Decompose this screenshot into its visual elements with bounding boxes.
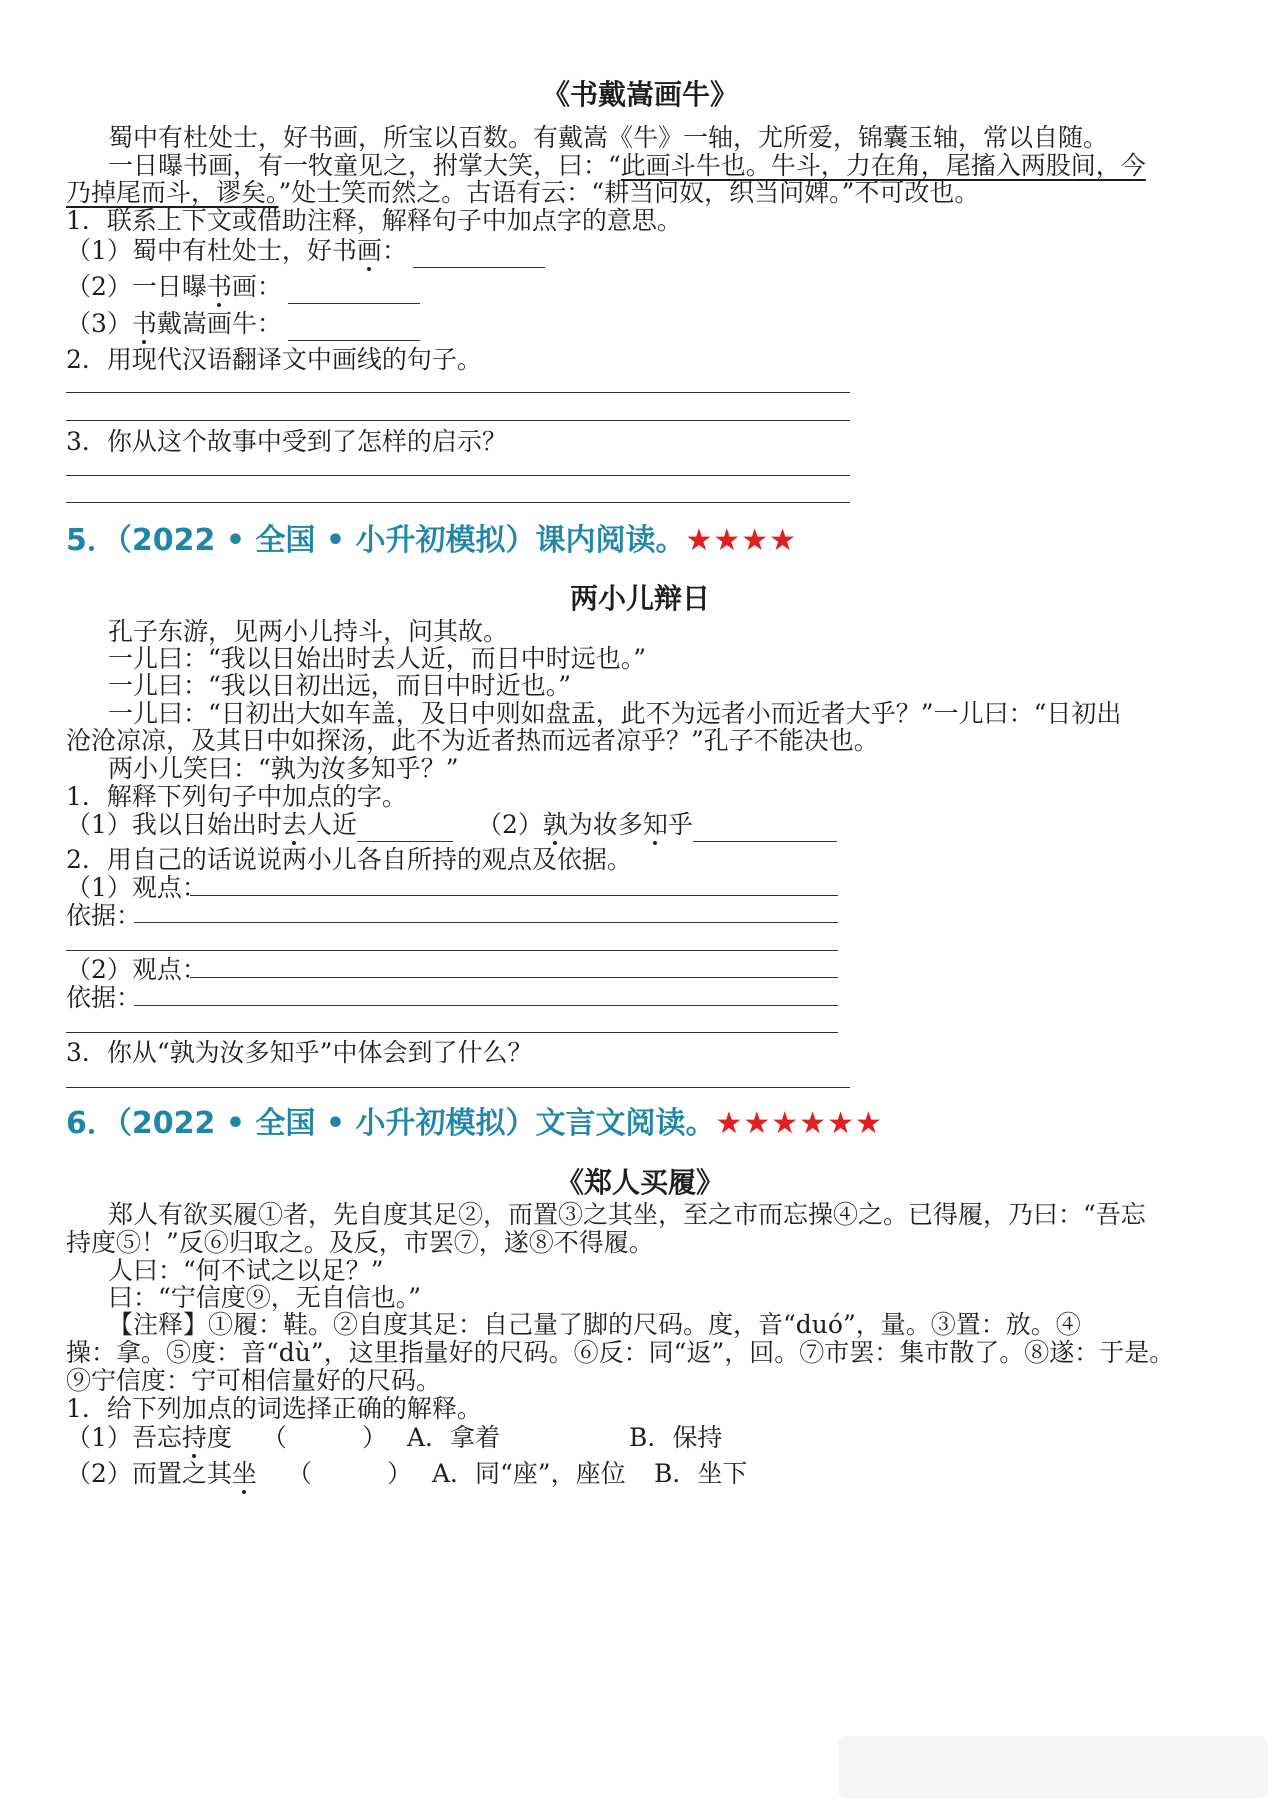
item-text: 度 (206, 1423, 232, 1452)
dotted-char: 书 (131, 309, 157, 338)
annotation-line: ⑨宁信度：宁可相信量好的尺码。 (66, 1366, 442, 1395)
answer-line[interactable] (66, 950, 838, 951)
dotted-char: 坐 (231, 1459, 257, 1488)
question-1: 1．联系上下文或借助注释，解释句子中加点字的意思。 (66, 206, 682, 235)
annotation-line: 操：拿。⑤度：音“dù”，这里指量好的尺码。⑥反：同“返”，回。⑦市罢：集市散了。⑧遂：于是。 (66, 1338, 1175, 1367)
dotted-char: 画 (356, 236, 382, 265)
section-6-heading (66, 1105, 883, 1143)
question-1-items (66, 808, 837, 842)
item-text: （1）吾忘 (66, 1423, 182, 1452)
passage-paragraph: 蜀中有杜处士，好书画，所宝以百数。有戴嵩《牛》一轴，尤所爱，锦囊玉轴，常以自随。 (108, 123, 1109, 152)
question-1-item-1 (66, 234, 545, 268)
section-heading-text: 5．（2022 • 全国 • 小升初模拟）课内阅读。 (66, 523, 686, 558)
question-3: 3．你从这个故事中受到了怎样的启示？ (66, 427, 507, 456)
answer-line[interactable] (66, 502, 850, 503)
answer-line[interactable] (190, 895, 838, 896)
option-b: B．保持 (628, 1423, 723, 1452)
answer-line[interactable] (66, 1032, 838, 1033)
basis-2-label: 依据： (66, 983, 142, 1012)
answer-blank[interactable] (288, 314, 420, 341)
item-text: 画： (231, 272, 282, 301)
item-text: （2）而置之其 (66, 1459, 232, 1488)
passage-line: 曰：“宁信度⑨，无自信也。” (108, 1283, 422, 1312)
item-text: （3） (66, 309, 132, 338)
underlined-sentence: 此画斗牛也。牛斗，力在角，尾搐入两股间，今 (620, 151, 1146, 180)
passage-line: 孔子东游，见两小儿持斗，问其故。 (108, 617, 509, 646)
answer-line[interactable] (134, 922, 838, 923)
option-a: A．拿着 (406, 1423, 501, 1452)
answer-line[interactable] (66, 475, 850, 476)
passage-line: 人曰：“何不试之以足？” (108, 1256, 384, 1285)
dotted-char: 持 (181, 1423, 207, 1452)
viewpoint-1-label: （1）观点： (66, 873, 207, 902)
question-1-item-2 (66, 270, 420, 304)
passage-title: 《书戴嵩画牛》 (541, 78, 738, 111)
option-a: A．同“座”，座位 (431, 1459, 626, 1488)
question-1: 1．给下列加点的词选择正确的解释。 (66, 1394, 482, 1423)
answer-line[interactable] (66, 392, 850, 393)
passage-line: 沧沧凉凉，及其日中如探汤，此不为近者热而远者凉乎？”孔子不能决也。 (66, 726, 879, 755)
question-3: 3．你从“孰为汝多知乎”中体会到了什么？ (66, 1038, 533, 1067)
passage-line: 持度⑤！”反⑥归取之。及反，市罢⑦，遂⑧不得履。 (66, 1228, 654, 1257)
passage-line: 两小儿笑曰：“孰为汝多知乎？” (108, 754, 459, 783)
answer-line[interactable] (66, 420, 850, 421)
passage-line: 一儿曰：“我以日初出远，而日中时近也。” (108, 671, 572, 700)
item-text: 戴嵩画牛： (156, 309, 282, 338)
passage-line: 一儿曰：“日初出大如车盖，及日中则如盘盂，此不为远者小而近者大乎？”一儿曰：“日初出 (108, 699, 1122, 728)
answer-parentheses[interactable]: （ ） (261, 1423, 387, 1452)
underlined-sentence: 乃掉尾而斗，谬矣。 (66, 178, 279, 207)
viewpoint-2-label: （2）观点： (66, 955, 207, 984)
passage-title: 两小儿辩日 (569, 582, 710, 615)
passage-line: 一儿曰：“我以日始出时去人近，而日中时远也。” (108, 644, 647, 673)
dotted-char: 知 (642, 810, 668, 839)
question-1-item-2 (66, 1457, 747, 1491)
section-5-heading (66, 522, 797, 560)
basis-1-label: 依据： (66, 901, 142, 930)
difficulty-stars: ★★★★★★ (715, 1106, 883, 1141)
passage-line: 郑人有欲买履①者，先自度其足②，而置③之其坐，至之市而忘操④之。已得履，乃曰：“吾忘 (108, 1200, 1146, 1229)
dotted-char: 书 (206, 272, 232, 301)
difficulty-stars: ★★★★ (685, 523, 798, 558)
answer-parentheses[interactable]: （ ） (286, 1459, 412, 1488)
item-text: ： (381, 236, 407, 265)
question-2: 2．用现代汉语翻译文中画线的句子。 (66, 345, 482, 374)
item-text: 乎 (667, 810, 693, 839)
item-text: （2） (476, 810, 543, 839)
item-text: （1）我以日始出时 (66, 810, 282, 839)
item-text: （1）蜀中有杜处士，好书 (66, 236, 357, 265)
item-text: 人近 (306, 810, 357, 839)
answer-blank[interactable] (288, 277, 420, 304)
section-heading-text: 6．（2022 • 全国 • 小升初模拟）文言文阅读。 (66, 1106, 716, 1141)
answer-blank[interactable] (693, 815, 837, 842)
answer-blank[interactable] (357, 815, 453, 842)
answer-line[interactable] (66, 1087, 850, 1088)
question-1-item-1 (66, 1421, 722, 1455)
dotted-char: 孰 (542, 810, 568, 839)
answer-line[interactable] (134, 1005, 838, 1006)
question-1: 1．解释下列句子中加点的字。 (66, 782, 407, 811)
annotation-line: 【注释】①履：鞋。②自度其足：自己量了脚的尺码。度，音“duó”，量。③置：放。④ (108, 1310, 1081, 1339)
answer-line[interactable] (190, 977, 838, 978)
item-text: 为妆多 (567, 810, 643, 839)
question-1-item-3 (66, 307, 420, 341)
watermark-overlay (838, 1736, 1268, 1798)
passage-text: ”处士笑而然之。古语有云：“耕当问奴，织当问婢。”不可改也。 (278, 178, 980, 207)
passage-title: 《郑人买履》 (555, 1166, 724, 1199)
item-text: （2）一日曝 (66, 272, 207, 301)
dotted-char: 去 (281, 810, 307, 839)
passage-text: 一日曝书画，有一牧童见之，拊掌大笑，曰：“ (108, 151, 621, 180)
answer-blank[interactable] (413, 241, 545, 268)
question-2: 2．用自己的话说说两小儿各自所持的观点及依据。 (66, 845, 632, 874)
option-b: B．坐下 (653, 1459, 748, 1488)
